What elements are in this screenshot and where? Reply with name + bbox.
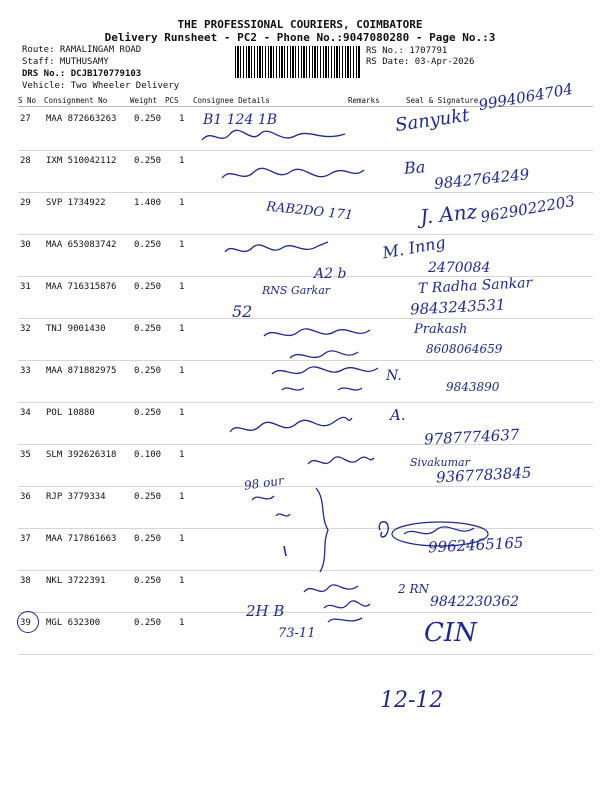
handwritten-signature: CIN — [424, 618, 477, 648]
handwritten-note: RNS Garkar — [262, 284, 331, 297]
runsheet-title: Delivery Runsheet - PC2 - Phone No.:9047080280 - Page No.:3 — [104, 31, 496, 44]
handwritten-note: B1 124 1B — [203, 112, 278, 128]
consignment-no: SLM 392626318 — [46, 450, 117, 460]
handwritten-phone: 9843890 — [446, 380, 500, 394]
handwritten-phone: 9962465165 — [427, 533, 524, 557]
staff: Staff: MUTHUSAMY — [22, 57, 109, 67]
handwritten-bracket — [246, 486, 366, 576]
col-weight: Weight — [130, 96, 158, 105]
consignment-no: MAA 717861663 — [46, 534, 117, 544]
col-consignment: Consignment No — [44, 96, 108, 105]
handwritten-initials: Ba — [403, 157, 426, 178]
handwritten-phone: 9994064704 — [477, 79, 575, 115]
pcs: 1 — [179, 408, 185, 418]
handwritten-phone: 9843243531 — [409, 295, 506, 319]
pcs: 1 — [179, 240, 185, 250]
sno: 33 — [20, 366, 31, 376]
consignment-no: MGL 632300 — [46, 618, 101, 628]
handwritten-number: 2470084 — [428, 260, 491, 276]
sno: 30 — [20, 240, 31, 250]
weight: 0.250 — [134, 492, 162, 502]
sno: 37 — [20, 534, 31, 544]
col-signature: Seal & Signature — [406, 96, 479, 105]
handwritten-note: 2 RN — [398, 582, 429, 596]
handwritten-scribble — [268, 362, 388, 398]
sno: 38 — [20, 576, 31, 586]
consignment-no: TNJ 9001430 — [46, 324, 106, 334]
col-remarks: Remarks — [348, 96, 380, 105]
handwritten-signature: T Radha Sankar — [417, 275, 533, 297]
weight: 0.100 — [134, 450, 162, 460]
vehicle: Vehicle: Two Wheeler Delivery — [22, 81, 180, 91]
col-sno: S No — [18, 96, 37, 105]
barcode — [235, 46, 361, 78]
pcs: 1 — [179, 618, 185, 628]
handwritten-initials: Prakash — [414, 322, 468, 337]
handwritten-phone: 9629022203 — [479, 191, 577, 227]
sno: 27 — [20, 114, 31, 124]
weight: 0.250 — [134, 366, 162, 376]
consignment-no: MAA 653083742 — [46, 240, 117, 250]
sno: 34 — [20, 408, 31, 418]
sno: 36 — [20, 492, 31, 502]
weight: 0.250 — [134, 324, 162, 334]
pcs: 1 — [179, 156, 185, 166]
sno: 31 — [20, 282, 31, 292]
consignment-no: MAA 871882975 — [46, 366, 117, 376]
weight: 1.400 — [134, 198, 162, 208]
rs-number: RS No.: 1707791 — [366, 46, 448, 56]
weight: 0.250 — [134, 576, 162, 586]
pcs: 1 — [179, 534, 185, 544]
weight: 0.250 — [134, 282, 162, 292]
handwritten-scribble — [218, 160, 368, 190]
handwritten-phone: 9842764249 — [433, 165, 531, 193]
company-name: THE PROFESSIONAL COURIERS, COIMBATORE — [177, 18, 423, 31]
pcs: 1 — [179, 366, 185, 376]
weight: 0.250 — [134, 408, 162, 418]
handwritten-scribble — [306, 452, 376, 474]
pcs: 1 — [179, 450, 185, 460]
handwritten-phone: 8608064659 — [426, 342, 503, 356]
consignment-no: MAA 872663263 — [46, 114, 117, 124]
drs-number: DRS No.: DCJB170779103 — [22, 69, 142, 79]
handwritten-phone: 9842230362 — [430, 594, 520, 610]
consignment-no: POL 10880 — [46, 408, 95, 418]
handwritten-scribble — [226, 412, 356, 444]
sno: 35 — [20, 450, 31, 460]
sno: 29 — [20, 198, 31, 208]
sno: 28 — [20, 156, 31, 166]
handwritten-note: 98 our — [243, 473, 285, 493]
handwritten-note: A2 b — [314, 266, 347, 282]
handwritten-scribble — [200, 126, 350, 148]
pcs: 1 — [179, 492, 185, 502]
handwritten-note: 52 — [232, 302, 253, 321]
consignment-no: SVP 1734922 — [46, 198, 106, 208]
row-39-circle-mark — [17, 611, 39, 633]
pcs: 1 — [179, 114, 185, 124]
pcs: 1 — [179, 324, 185, 334]
handwritten-scribble — [302, 580, 362, 600]
route: Route: RAMALINGAM ROAD — [22, 45, 142, 55]
rs-date: RS Date: 03-Apr-2026 — [366, 57, 475, 67]
handwritten-phone: 9367783845 — [435, 463, 532, 487]
weight: 0.250 — [134, 156, 162, 166]
handwritten-initials: A. — [390, 406, 406, 424]
pcs: 1 — [179, 198, 185, 208]
consignment-no: NKL 3722391 — [46, 576, 106, 586]
handwritten-signature: Sanyukt — [393, 104, 471, 137]
handwritten-footer-note: 12-12 — [380, 688, 444, 713]
weight: 0.250 — [134, 618, 162, 628]
weight: 0.250 — [134, 534, 162, 544]
handwritten-note: 73-11 — [278, 626, 316, 641]
consignment-no: RJP 3779334 — [46, 492, 106, 502]
handwritten-scribble — [222, 238, 332, 260]
pcs: 1 — [179, 576, 185, 586]
col-pcs: PCS — [165, 96, 179, 105]
weight: 0.250 — [134, 240, 162, 250]
handwritten-scribble — [322, 598, 372, 628]
handwritten-initials: N. — [386, 368, 402, 384]
handwritten-signature: J. Anz — [418, 199, 479, 229]
handwritten-phone: 9787774637 — [423, 425, 520, 449]
pcs: 1 — [179, 282, 185, 292]
col-consignee: Consignee Details — [193, 96, 270, 105]
handwritten-note: 2H B — [246, 602, 285, 620]
sno: 39 — [20, 618, 31, 628]
consignment-no: MAA 716315876 — [46, 282, 117, 292]
handwritten-signature: M. Inng — [380, 232, 447, 263]
consignment-no: IXM 510042112 — [46, 156, 117, 166]
weight: 0.250 — [134, 114, 162, 124]
handwritten-initials: Sivakumar — [410, 456, 470, 469]
handwritten-note: RAB2DO 171 — [265, 199, 354, 224]
sno: 32 — [20, 324, 31, 334]
